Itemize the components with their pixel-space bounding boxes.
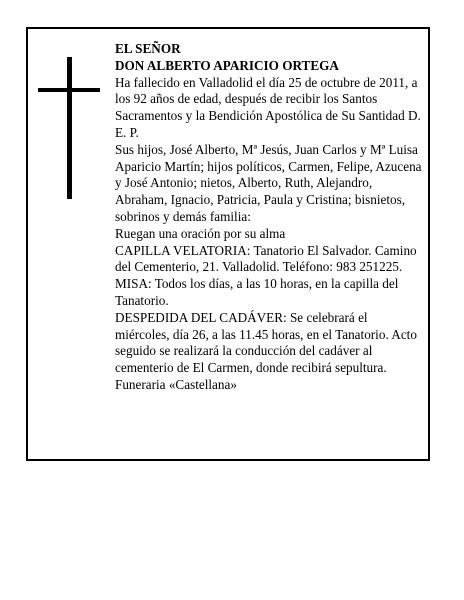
funeral-home: Funeraria «Castellana» <box>115 376 237 392</box>
farewell-info: DESPEDIDA DEL CADÁVER: Se celebrará el miércoles, día 26, a las 11.45 horas, en el Tanatorio. Acto seguido se realizará la conducción del cadáver al cementerio de El Carmen, donde recibirá sepultura. <box>115 309 417 376</box>
prayer-request: Ruegan una oración por su alma <box>115 225 286 241</box>
deceased-name: DON ALBERTO APARICIO ORTEGA <box>115 57 339 73</box>
funeral-chapel: CAPILLA VELATORIA: Tanatorio El Salvador. Camino del Cementerio, 21. Valladolid. Teléfono: 983 251225. <box>115 242 417 275</box>
mass-info: MISA: Todos los días, a las 10 horas, en la capilla del Tanatorio. <box>115 276 399 308</box>
notice-text <box>115 41 423 394</box>
obituary-notice <box>26 27 430 461</box>
cross-vertical-bar <box>67 57 72 199</box>
family-list: Sus hijos, José Alberto, Mª Jesús, Juan Carlos y Mª Luisa Aparicio Martín; hijos políticos, Carmen, Felipe, Azucena y José Antonio; nietos, Alberto, Ruth, Alejandro, Abraham, Ignacio, Patricia, Paula y Cristina; bisnietos, sobrinos y demás familia: <box>115 141 422 224</box>
death-announcement: Ha fallecido en Valladolid el día 25 de octubre de 2011, a los 92 años de edad, después de recibir los Santos Sacramentos y la Bendición Apostólica de Su Santidad D. E. P. <box>115 74 421 140</box>
notice-title: EL SEÑOR <box>115 41 181 56</box>
cross-horizontal-bar <box>38 88 100 92</box>
cross-icon <box>38 57 100 199</box>
